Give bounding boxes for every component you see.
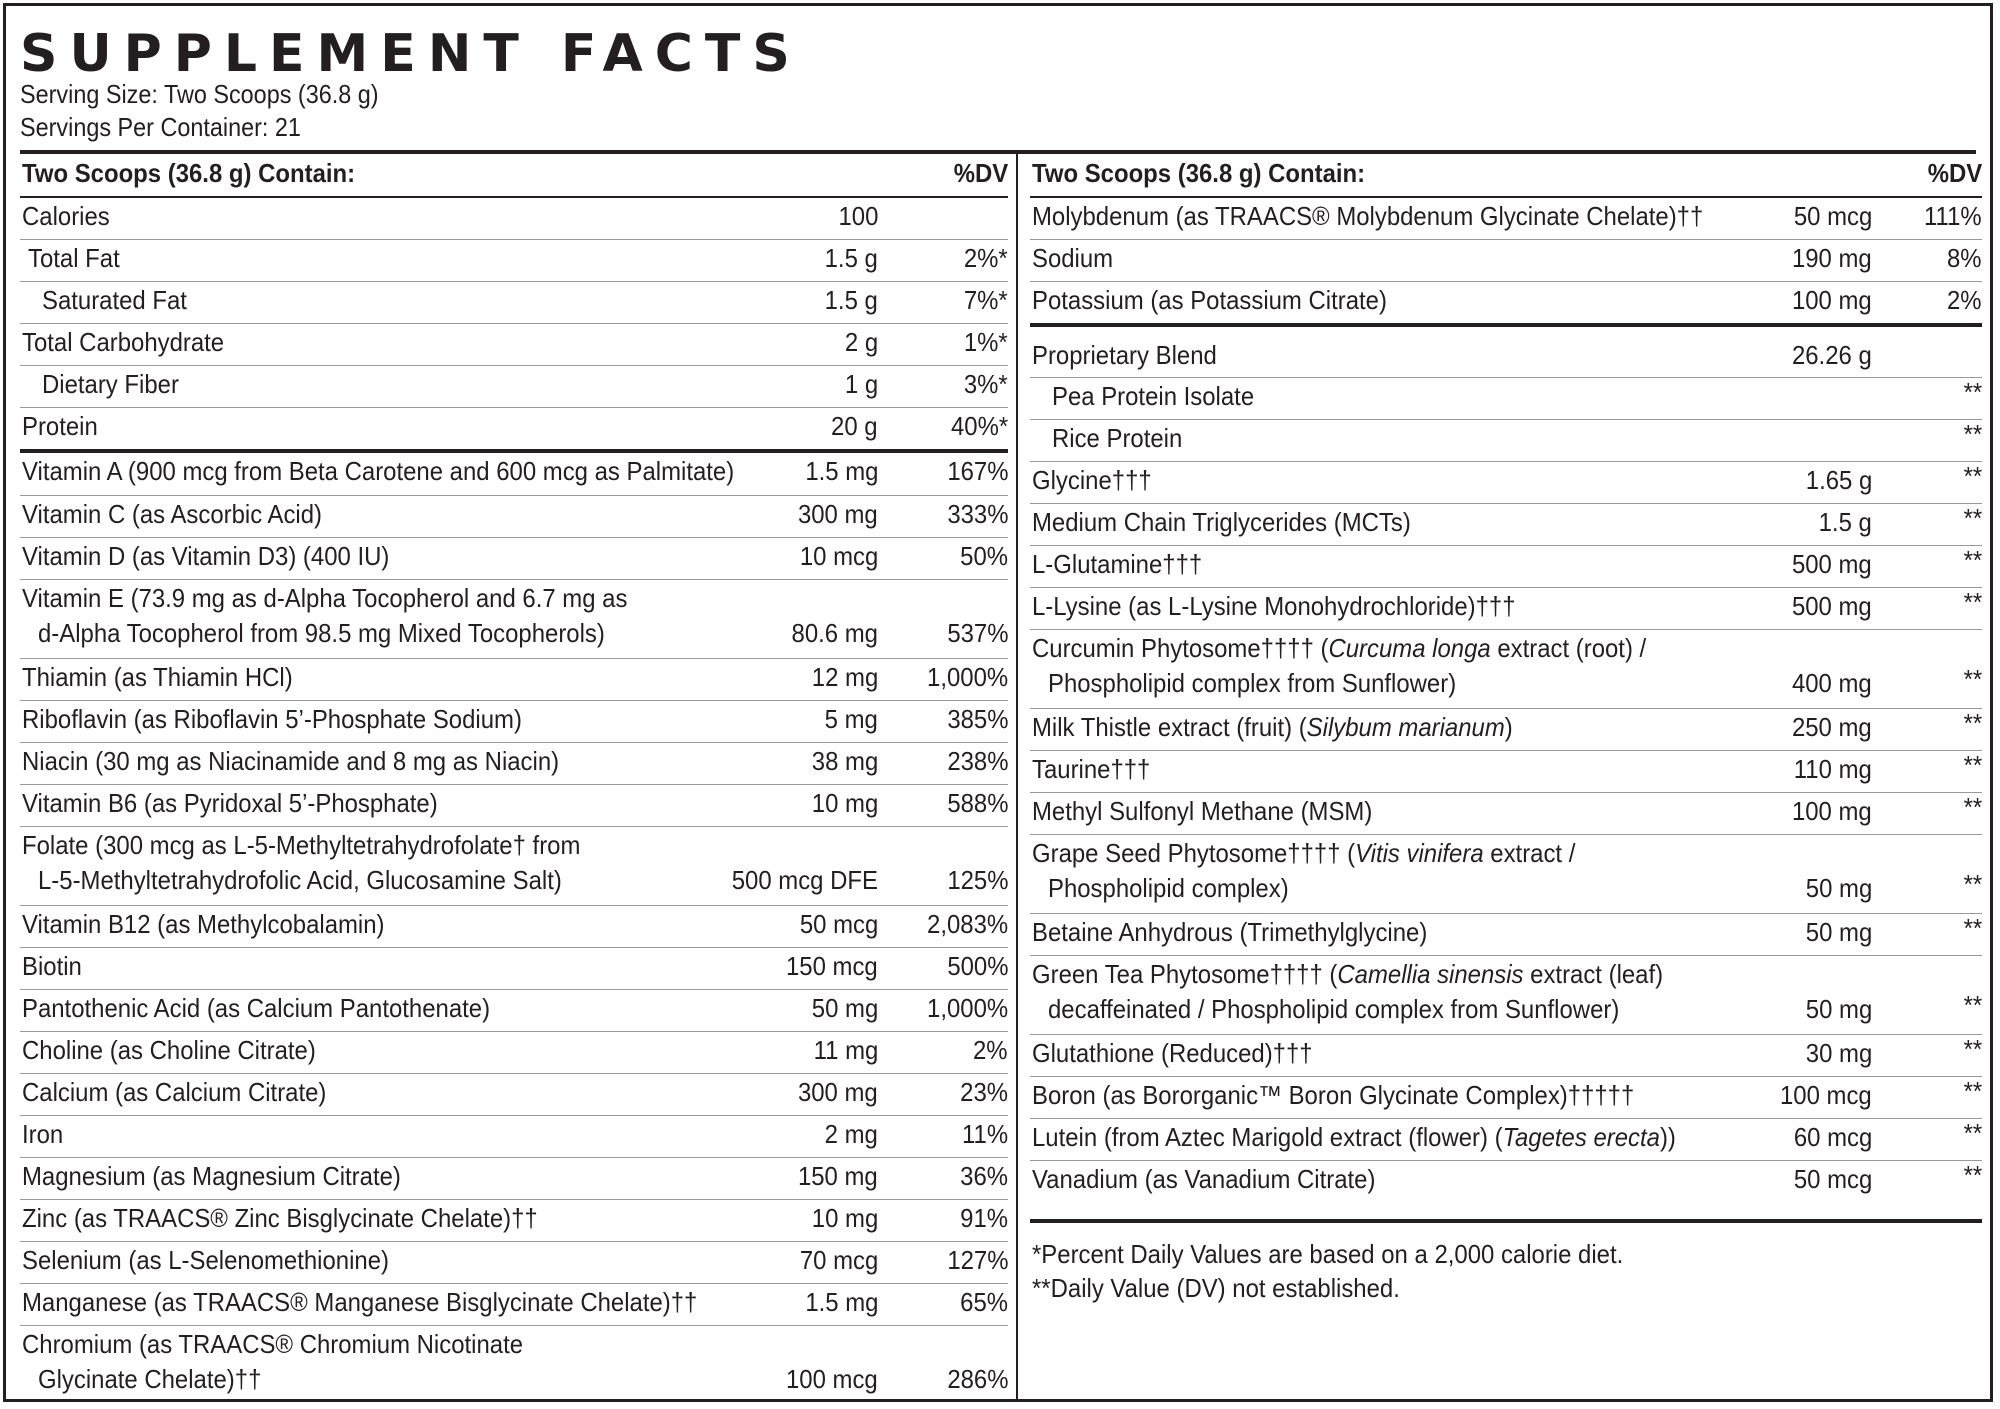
- amount-per-serving: 300 mg: [798, 1077, 878, 1107]
- ingredient-row-methyl-sulfonyl-methane-msm: [1030, 793, 1982, 835]
- ingredient-name: Choline (as Choline Citrate): [22, 1035, 316, 1065]
- ingredient-name: [1032, 838, 1575, 869]
- ingredient-name: Glutathione (Reduced)†††: [1032, 1038, 1313, 1068]
- ingredient-name-text: Milk Thistle extract (fruit) (: [1032, 712, 1307, 742]
- ingredient-row-calcium-as-calcium-citrate: [20, 1074, 1008, 1116]
- amount-per-serving: 1 g: [844, 369, 878, 399]
- column-header-dv: %DV: [1927, 158, 1982, 188]
- amount-per-serving: 100 mg: [1792, 796, 1872, 826]
- daily-value: **: [1963, 792, 1982, 822]
- amount-per-serving: 70 mcg: [799, 1245, 878, 1275]
- ingredient-name: Rice Protein: [1052, 423, 1183, 453]
- ingredient-row-lutein-from-aztec-marigold-extract-flowe: [1030, 1119, 1982, 1161]
- ingredient-name: Chromium (as TRAACS® Chromium Nicotinate: [22, 1329, 524, 1359]
- ingredient-name: Betaine Anhydrous (Trimethylglycine): [1032, 917, 1428, 947]
- left-column-header: [20, 156, 1008, 198]
- daily-value: **: [1963, 545, 1982, 575]
- amount-per-serving: 50 mcg: [1793, 201, 1872, 231]
- amount-per-serving: 1.5 g: [824, 285, 878, 315]
- ingredient-name: Methyl Sulfonyl Methane (MSM): [1032, 796, 1373, 826]
- amount-per-serving: 10 mg: [811, 1203, 878, 1233]
- header-rule: [20, 150, 1976, 154]
- amount-per-serving: 1.5 g: [1818, 507, 1872, 537]
- ingredient-name: Potassium (as Potassium Citrate): [1032, 285, 1387, 315]
- daily-value: 2%: [1947, 285, 1982, 315]
- ingredient-row-milk-thistle-extract-fruit: [1030, 709, 1982, 751]
- daily-value: **: [1963, 461, 1982, 491]
- ingredient-name: Vitamin D (as Vitamin D3) (400 IU): [22, 541, 390, 571]
- ingredient-name-continued: d-Alpha Tocopherol from 98.5 mg Mixed Tocopherols): [38, 618, 605, 648]
- ingredient-name: Molybdenum (as TRAACS® Molybdenum Glycinate Chelate)††: [1032, 201, 1704, 231]
- amount-per-serving: 110 mg: [1793, 754, 1872, 784]
- amount-per-serving: 12 mg: [811, 662, 878, 692]
- daily-value: 36%: [960, 1161, 1008, 1191]
- amount-per-serving: 500 mg: [1792, 591, 1872, 621]
- ingredient-row-iron: [20, 1116, 1008, 1158]
- ingredient-name: Pantothenic Acid (as Calcium Pantothenate): [22, 993, 491, 1023]
- ingredient-row-l-lysine-as-l-lysine-monohydrochloride: [1030, 588, 1982, 630]
- ingredient-name: [1032, 712, 1513, 743]
- amount-per-serving: 50 mcg: [1793, 1164, 1872, 1194]
- amount-per-serving: 5 mg: [824, 704, 878, 734]
- daily-value: **: [1963, 587, 1982, 617]
- daily-value: 385%: [946, 704, 1008, 734]
- ingredient-name: Protein: [22, 411, 98, 441]
- amount-per-serving: 60 mcg: [1793, 1122, 1872, 1152]
- ingredient-name: Niacin (30 mg as Niacinamide and 8 mg as Niacin): [22, 746, 560, 776]
- daily-value: **: [1963, 664, 1982, 694]
- ingredient-name-text: Grape Seed Phytosome†††† (: [1032, 838, 1356, 868]
- ingredient-name-continued: L-5-Methyltetrahydrofolic Acid, Glucosamine Salt): [38, 865, 562, 895]
- ingredient-name-suffix: extract /: [1483, 838, 1576, 868]
- ingredient-row-selenium-as-l-selenomethionine: [20, 1242, 1008, 1284]
- ingredient-row-l-glutamine: [1030, 546, 1982, 588]
- ingredient-name: Total Carbohydrate: [22, 327, 225, 357]
- amount-per-serving: 1.5 g: [824, 243, 878, 273]
- servings-per-container: Servings Per Container: 21: [20, 112, 301, 142]
- ingredient-name-text: Green Tea Phytosome†††† (: [1032, 959, 1338, 989]
- serving-size: Serving Size: Two Scoops (36.8 g): [20, 79, 379, 109]
- amount-per-serving: 10 mg: [811, 788, 878, 818]
- amount-per-serving: 2 g: [844, 327, 878, 357]
- ingredient-name: Biotin: [22, 951, 82, 981]
- amount-per-serving: 1.65 g: [1805, 465, 1872, 495]
- footnote-percent-dv: *Percent Daily Values are based on a 2,000 calorie diet.: [1032, 1239, 1624, 1269]
- daily-value: 8%: [1947, 243, 1982, 273]
- daily-value: **: [1963, 708, 1982, 738]
- ingredient-row-pea-protein-isolate: [1030, 378, 1982, 420]
- ingredient-row-choline-as-choline-citrate: [20, 1032, 1008, 1074]
- ingredient-name-suffix: extract (leaf): [1523, 959, 1664, 989]
- ingredient-row-vitamin-b6-as-pyridoxal-5-phosphate: [20, 785, 1008, 827]
- amount-per-serving: 2 mg: [824, 1119, 878, 1149]
- daily-value: **: [1963, 419, 1982, 449]
- amount-per-serving: 50 mg: [1805, 873, 1872, 903]
- ingredient-name: Vitamin A (900 mcg from Beta Carotene and 600 mcg as Palmitate): [22, 456, 735, 486]
- ingredient-row-molybdenum-as-traacs-molybdenum-glycinat: [1030, 198, 1982, 240]
- amount-per-serving: 190 mg: [1792, 243, 1872, 273]
- footnote-rule: [1030, 1219, 1982, 1223]
- ingredient-name-continued: Phospholipid complex from Sunflower): [1048, 668, 1457, 698]
- daily-value: 111%: [1924, 201, 1982, 231]
- amount-per-serving: 11 mg: [813, 1035, 878, 1065]
- amount-per-serving: 50 mg: [811, 993, 878, 1023]
- ingredient-row-zinc-as-traacs-zinc-bisglycinate-chelate: [20, 1200, 1008, 1242]
- ingredient-row-proprietary-blend: [1030, 327, 1982, 378]
- daily-value: 2%*: [964, 243, 1008, 273]
- daily-value: 588%: [946, 788, 1008, 818]
- amount-per-serving: 50 mg: [1805, 917, 1872, 947]
- ingredient-row-curcumin-phytosome: [1030, 630, 1982, 709]
- botanical-name: Vitis vinifera: [1355, 838, 1484, 868]
- ingredient-name: Thiamin (as Thiamin HCl): [22, 662, 293, 692]
- ingredient-name: Zinc (as TRAACS® Zinc Bisglycinate Chelate)††: [22, 1203, 538, 1233]
- ingredient-row-total-carbohydrate: [20, 324, 1008, 366]
- ingredient-name: Medium Chain Triglycerides (MCTs): [1032, 507, 1411, 537]
- ingredient-name: Vitamin C (as Ascorbic Acid): [22, 499, 323, 529]
- daily-value: **: [1963, 913, 1982, 943]
- ingredient-name: Calcium (as Calcium Citrate): [22, 1077, 327, 1107]
- ingredient-name: Glycine†††: [1032, 465, 1152, 495]
- ingredient-row-calories: [20, 198, 1008, 240]
- ingredient-row-potassium-as-potassium-citrate: [1030, 282, 1982, 327]
- ingredient-row-grape-seed-phytosome: [1030, 835, 1982, 914]
- daily-value: 1%*: [964, 327, 1008, 357]
- ingredient-row-vitamin-e-73-9-mg-as-d-alpha-tocopherol-: [20, 580, 1008, 659]
- daily-value: **: [1963, 1118, 1982, 1148]
- ingredient-name: Folate (300 mcg as L-5-Methyltetrahydrofolate† from: [22, 830, 581, 860]
- ingredient-row-vitamin-a-900-mcg-from-beta-carotene-and: [20, 453, 1008, 496]
- ingredient-name-continued: decaffeinated / Phospholipid complex from Sunflower): [1048, 994, 1620, 1024]
- daily-value: **: [1963, 1076, 1982, 1106]
- ingredient-row-medium-chain-triglycerides-mcts: [1030, 504, 1982, 546]
- ingredient-name: Saturated Fat: [42, 285, 187, 315]
- footnote-dv-not-established: **Daily Value (DV) not established.: [1032, 1273, 1400, 1303]
- ingredient-name: [1032, 959, 1663, 990]
- ingredient-name-suffix: ): [1504, 712, 1513, 742]
- ingredient-row-glutathione-reduced: [1030, 1035, 1982, 1077]
- ingredient-name-text: Lutein (from Aztec Marigold extract (flower) (: [1032, 1122, 1503, 1152]
- daily-value: 537%: [946, 618, 1008, 648]
- botanical-name: Curcuma longa: [1328, 633, 1491, 663]
- amount-per-serving: 1.5 mg: [804, 1287, 878, 1317]
- ingredient-row-saturated-fat: [20, 282, 1008, 324]
- amount-per-serving: 500 mg: [1792, 549, 1872, 579]
- ingredient-row-pantothenic-acid-as-calcium-pantothenate: [20, 990, 1008, 1032]
- amount-per-serving: 20 g: [831, 411, 878, 441]
- ingredient-name-continued: Glycinate Chelate)††: [38, 1364, 262, 1394]
- ingredient-row-boron-as-bororganic-boron-glycinate-comp: [1030, 1077, 1982, 1119]
- amount-per-serving: 100: [838, 201, 878, 231]
- amount-per-serving: 10 mcg: [799, 541, 878, 571]
- ingredient-name: Vitamin E (73.9 mg as d-Alpha Tocopherol and 6.7 mg as: [22, 583, 628, 613]
- ingredient-row-biotin: [20, 948, 1008, 990]
- botanical-name: Tagetes erecta: [1502, 1122, 1660, 1152]
- ingredient-row-magnesium-as-magnesium-citrate: [20, 1158, 1008, 1200]
- daily-value: **: [1963, 869, 1982, 899]
- daily-value: 65%: [960, 1287, 1008, 1317]
- amount-per-serving: 250 mg: [1792, 712, 1872, 742]
- column-header-label: Two Scoops (36.8 g) Contain:: [22, 158, 356, 188]
- amount-per-serving: 1.5 mg: [804, 456, 878, 486]
- daily-value: 2%: [973, 1035, 1008, 1065]
- left-column: [20, 156, 1008, 1404]
- ingredient-row-vitamin-d-as-vitamin-d3-400-iu: [20, 538, 1008, 580]
- ingredient-row-green-tea-phytosome: [1030, 956, 1982, 1035]
- ingredient-row-niacin-30-mg-as-niacinamide-and-8-mg-as-: [20, 743, 1008, 785]
- right-column: [1030, 156, 1982, 1202]
- ingredient-row-vitamin-c-as-ascorbic-acid: [20, 496, 1008, 538]
- right-column-header: [1030, 156, 1982, 198]
- amount-per-serving: 30 mg: [1805, 1038, 1872, 1068]
- amount-per-serving: 400 mg: [1792, 668, 1872, 698]
- daily-value: 286%: [946, 1364, 1008, 1394]
- daily-value: 167%: [946, 456, 1008, 486]
- amount-per-serving: 38 mg: [811, 746, 878, 776]
- daily-value: 1,000%: [926, 993, 1008, 1023]
- ingredient-row-taurine: [1030, 751, 1982, 793]
- ingredient-row-vitamin-b12-as-methylcobalamin: [20, 906, 1008, 948]
- daily-value: 50%: [960, 541, 1008, 571]
- ingredient-row-folate-300-mcg-as-l-5-methyltetrahydrofo: [20, 827, 1008, 906]
- amount-per-serving: 150 mg: [798, 1161, 878, 1191]
- ingredient-name: Vitamin B12 (as Methylcobalamin): [22, 909, 385, 939]
- ingredient-name: Manganese (as TRAACS® Manganese Bisglycinate Chelate)††: [22, 1287, 698, 1317]
- ingredient-row-chromium-as-traacs-chromium-nicotinate: [20, 1326, 1008, 1404]
- daily-value: 23%: [960, 1077, 1008, 1107]
- ingredient-row-protein: [20, 408, 1008, 453]
- ingredient-name: Total Fat: [28, 243, 120, 273]
- ingredient-row-riboflavin-as-riboflavin-5-phosphate-sod: [20, 701, 1008, 743]
- label-title: SUPPLEMENT FACTS: [20, 24, 802, 84]
- daily-value: **: [1963, 1034, 1982, 1064]
- ingredient-name: Sodium: [1032, 243, 1114, 273]
- daily-value: 127%: [946, 1245, 1008, 1275]
- daily-value: 238%: [946, 746, 1008, 776]
- daily-value: **: [1963, 1160, 1982, 1190]
- ingredient-name-text: Curcumin Phytosome†††† (: [1032, 633, 1329, 663]
- ingredient-row-vanadium-as-vanadium-citrate: [1030, 1161, 1982, 1202]
- daily-value: 7%*: [964, 285, 1008, 315]
- ingredient-name: Boron (as Bororganic™ Boron Glycinate Complex)†††††: [1032, 1080, 1635, 1110]
- ingredient-name: L-Glutamine†††: [1032, 549, 1203, 579]
- ingredient-name: Proprietary Blend: [1032, 340, 1217, 370]
- daily-value: 40%*: [950, 411, 1008, 441]
- column-header-dv: %DV: [953, 158, 1008, 188]
- column-divider: [1016, 152, 1018, 1399]
- amount-per-serving: 100 mcg: [1780, 1080, 1872, 1110]
- ingredient-row-total-fat: [20, 240, 1008, 282]
- ingredient-name: Pea Protein Isolate: [1052, 381, 1255, 411]
- daily-value: 11%: [961, 1119, 1008, 1149]
- amount-per-serving: 50 mcg: [799, 909, 878, 939]
- ingredient-row-rice-protein: [1030, 420, 1982, 462]
- ingredient-row-betaine-anhydrous-trimethylglycine: [1030, 914, 1982, 956]
- ingredient-name-suffix: extract (root) /: [1490, 633, 1647, 663]
- ingredient-name: Iron: [22, 1119, 64, 1149]
- ingredient-row-glycine: [1030, 462, 1982, 504]
- botanical-name: Silybum marianum: [1306, 712, 1505, 742]
- ingredient-row-thiamin-as-thiamin-hcl: [20, 659, 1008, 701]
- ingredient-name: Magnesium (as Magnesium Citrate): [22, 1161, 401, 1191]
- ingredient-name: L-Lysine (as L-Lysine Monohydrochloride)†††: [1032, 591, 1516, 621]
- daily-value: 1,000%: [926, 662, 1008, 692]
- daily-value: 91%: [960, 1203, 1008, 1233]
- daily-value: 3%*: [964, 369, 1008, 399]
- ingredient-name: Vanadium (as Vanadium Citrate): [1032, 1164, 1376, 1194]
- amount-per-serving: 500 mcg DFE: [731, 865, 878, 895]
- ingredient-name-suffix: )): [1659, 1122, 1676, 1152]
- daily-value: **: [1963, 990, 1982, 1020]
- ingredient-row-sodium: [1030, 240, 1982, 282]
- supplement-facts-panel: [3, 3, 1993, 1402]
- ingredient-name: Vitamin B6 (as Pyridoxal 5’-Phosphate): [22, 788, 438, 818]
- ingredient-name: [1032, 633, 1646, 664]
- ingredient-row-dietary-fiber: [20, 366, 1008, 408]
- daily-value: 125%: [946, 865, 1008, 895]
- daily-value: 333%: [946, 499, 1008, 529]
- amount-per-serving: 100 mcg: [786, 1364, 878, 1394]
- daily-value: **: [1963, 750, 1982, 780]
- amount-per-serving: 26.26 g: [1792, 340, 1872, 370]
- amount-per-serving: 150 mcg: [786, 951, 878, 981]
- ingredient-name: Calories: [22, 201, 110, 231]
- daily-value: 2,083%: [926, 909, 1008, 939]
- ingredient-name: Dietary Fiber: [42, 369, 179, 399]
- ingredient-row-manganese-as-traacs-manganese-bisglycina: [20, 1284, 1008, 1326]
- daily-value: 500%: [946, 951, 1008, 981]
- daily-value: **: [1963, 377, 1982, 407]
- botanical-name: Camellia sinensis: [1337, 959, 1524, 989]
- ingredient-name-continued: Phospholipid complex): [1048, 873, 1289, 903]
- ingredient-name: [1032, 1122, 1676, 1153]
- amount-per-serving: 80.6 mg: [791, 618, 878, 648]
- ingredient-name: Taurine†††: [1032, 754, 1151, 784]
- amount-per-serving: 300 mg: [798, 499, 878, 529]
- daily-value: **: [1963, 503, 1982, 533]
- column-header-label: Two Scoops (36.8 g) Contain:: [1032, 158, 1366, 188]
- amount-per-serving: 100 mg: [1792, 285, 1872, 315]
- ingredient-name: Riboflavin (as Riboflavin 5’-Phosphate Sodium): [22, 704, 522, 734]
- amount-per-serving: 50 mg: [1805, 994, 1872, 1024]
- ingredient-name: Selenium (as L-Selenomethionine): [22, 1245, 389, 1275]
